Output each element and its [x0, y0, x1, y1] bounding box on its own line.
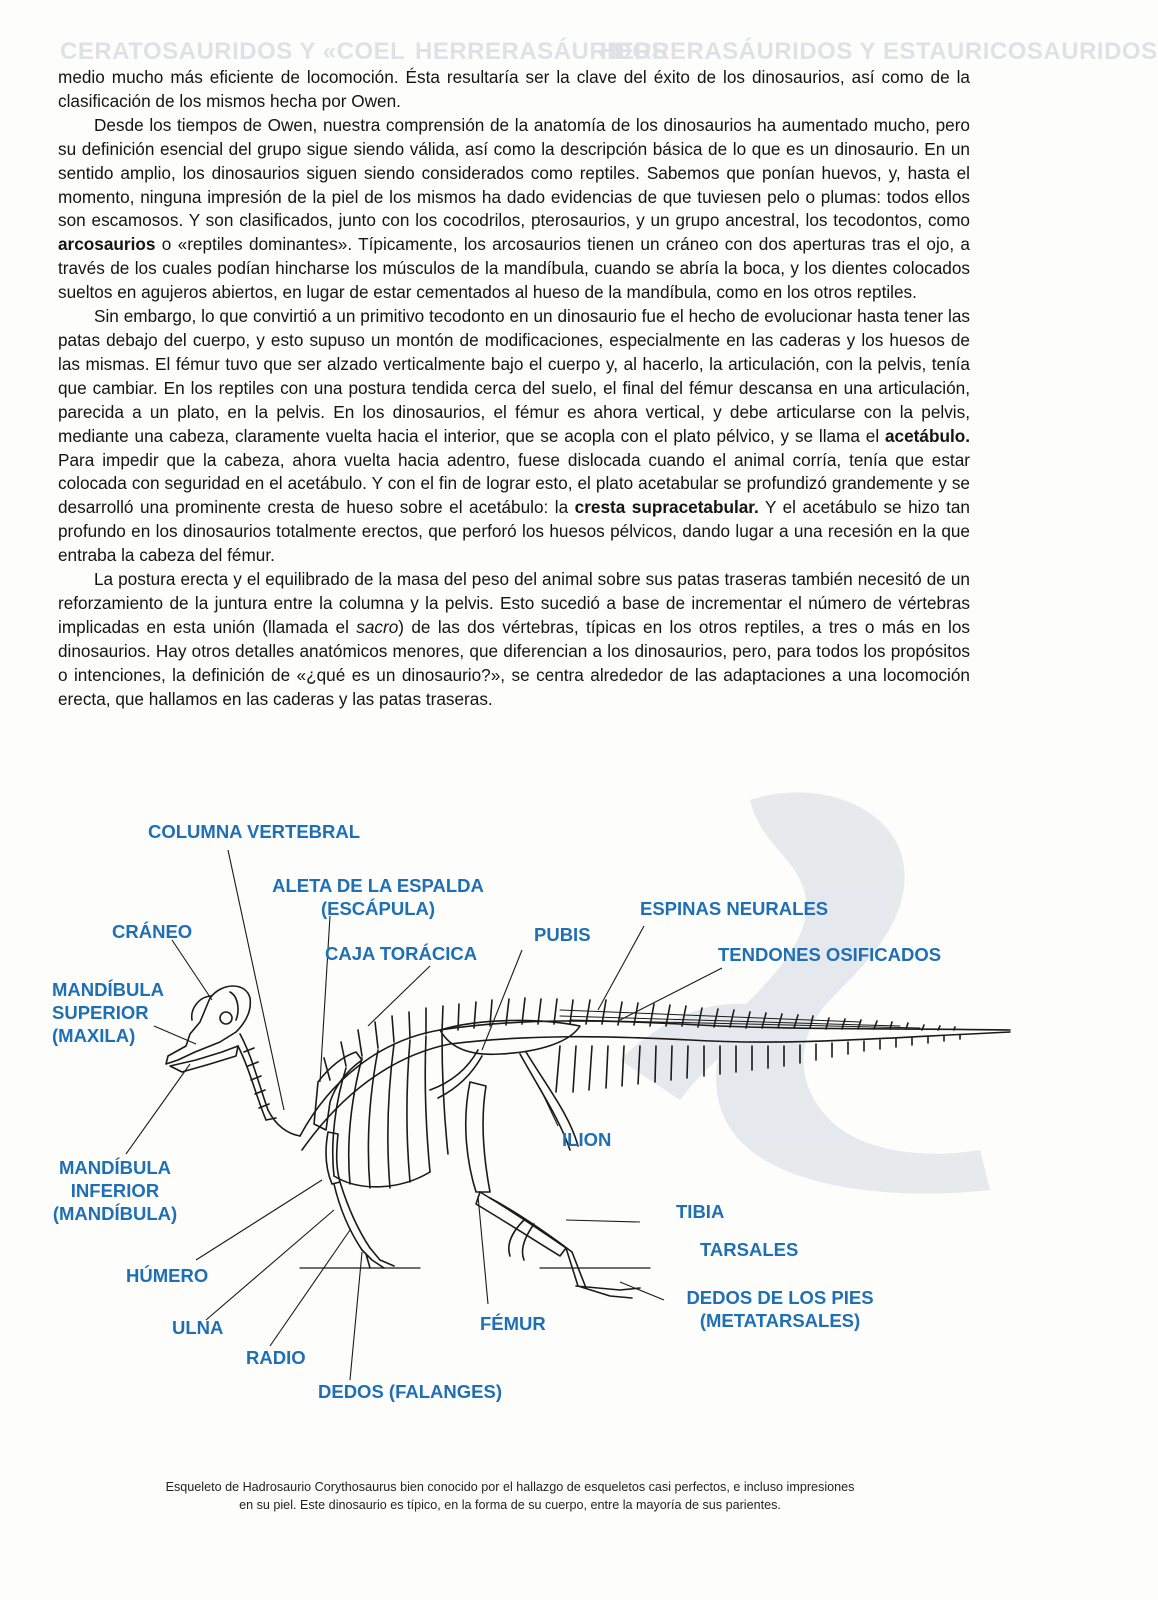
label-maxila-line2: SUPERIOR — [52, 1002, 149, 1023]
leader-caja — [368, 966, 430, 1026]
label-columna-vertebral: COLUMNA VERTEBRAL — [148, 821, 361, 842]
leader-tendones — [620, 968, 722, 1020]
paragraph-4-text-c: ) de las dos vértebras, típicas en los otros reptiles, a tres o más en los dinosaurios. Hay otros detalles anatómicos menores, que diferencian a los dinosaurios, pero, para todos los propósitos o intenciones, la definición de «¿qué es un dinosaurio?», se centra alrededor de las adaptaciones a una locomoción erecta, que hallamos en las caderas y las patas traseras. — [58, 616, 971, 709]
label-espinas-neurales: ESPINAS NEURALES — [640, 898, 829, 919]
pubis — [430, 1050, 482, 1098]
paragraph-4-text-a: La postura erecta y el equilibrado de la masa del peso del animal sobre sus patas traseras también necesitó de un reforzamiento de la juntura entre la columna y la pelvis. Esto sucedió a base de incrementar el número de vértebras implicadas en esta unión (llamada el — [58, 569, 970, 637]
label-ilion: ILION — [562, 1129, 612, 1150]
leader-femur — [478, 1196, 488, 1304]
ghost-header-part1: CERATOSAURIDOS Y «COEL — [60, 38, 406, 65]
femur — [466, 1082, 490, 1192]
ghost-header-part3: HERRERASÁURIDOS Y ESTAURICOSAURIDOS — [600, 38, 1158, 65]
ribcage — [333, 1034, 448, 1188]
paragraph-3 — [58, 305, 970, 568]
label-tarsales: TARSALES — [700, 1239, 799, 1260]
paragraph-4 — [58, 568, 970, 711]
leader-ulna — [206, 1210, 334, 1320]
ghost-header-part2: HERRERASÁURIDOS — [415, 38, 668, 65]
tail-chevrons — [556, 1035, 960, 1092]
ossified-tendons — [560, 1010, 920, 1028]
paragraph-1 — [58, 66, 970, 114]
label-tendones-osificados: TENDONES OSIFICADOS — [718, 944, 942, 965]
label-tibia: TIBIA — [676, 1201, 725, 1222]
label-aleta-line1: ALETA DE LA ESPALDA — [272, 875, 484, 896]
caption-line-1: Esqueleto de Hadrosaurio Corythosaurus bien conocido por el hallazgo de esqueletos casi perfectos, e incluso impresiones — [165, 1480, 855, 1494]
leader-humero — [196, 1180, 322, 1260]
paragraph-2-text-c: o «reptiles dominantes». Típicamente, los arcosaurios tienen un cráneo con dos aperturas tras el ojo, a través de los cuales podían hincharse los músculos de la mandíbula, cuando se abría la boca, y los dientes colocados sueltos en agujeros abiertos, en lugar de estar cementados al hueso de la mandíbula, como en los otros reptiles. — [58, 234, 970, 303]
leader-tibia — [566, 1220, 640, 1222]
paragraph-3-text-e: Y el acetábulo se hizo tan profundo en los dinosaurios totalmente erectos, que perforó los huesos pélvicos, dando lugar a una recesión en la que entraba la cabeza del fémur. — [58, 497, 970, 566]
corythosaurus-skeleton-drawing — [0, 820, 1018, 1440]
term-sacro: sacro — [356, 616, 399, 637]
leader-pubis — [482, 950, 522, 1050]
skull-outline — [166, 986, 250, 1064]
label-femur: FÉMUR — [480, 1313, 546, 1334]
label-craneo: CRÁNEO — [112, 921, 193, 942]
term-arcosaurios: arcosaurios — [58, 234, 156, 255]
caption-line-2: en su piel. Este dinosaurio es típico, en la forma de su cuerpo, entre la mayoría de sus parientes. — [239, 1498, 781, 1512]
paragraph-1-text: medio mucho más eficiente de locomoción. Ésta resultaría ser la clave del éxito de los dinosaurios, así como de la clasificación de los mismos hecha por Owen. — [58, 67, 970, 111]
leader-radio — [270, 1230, 350, 1346]
label-mandibula-line2: INFERIOR — [70, 1180, 160, 1201]
skeleton-figure — [0, 820, 1018, 1440]
paragraph-3-text-c: Para impedir que la cabeza, ahora vuelta hacia adentro, fuese dislocada cuando el animal corría, tenía que estar colocada con seguridad en el acetábulo. Y con el fin de lograr esto, el plato acetabular se profundizó grandemente y se desarrolló una prominente cresta de hueso sobre el acetábulo: la — [58, 449, 970, 518]
label-radio: RADIO — [246, 1347, 306, 1368]
label-aleta-espalda — [252, 874, 504, 920]
radius — [334, 1184, 362, 1250]
article-body — [58, 66, 970, 711]
leader-craneo — [172, 940, 212, 1000]
label-maxila-line3: (MAXILA) — [52, 1025, 136, 1046]
paragraph-2 — [58, 114, 970, 305]
label-aleta-line2: (ESCÁPULA) — [320, 898, 436, 919]
term-cresta-supracetabular: cresta supracetabular. — [574, 497, 759, 518]
label-mandibula-line3: (MANDÍBULA) — [52, 1203, 178, 1224]
hand — [362, 1248, 394, 1268]
leader-ilion — [540, 1088, 558, 1126]
figure-caption — [80, 1478, 940, 1514]
paragraph-3-text-a: Sin embargo, lo que convirtió a un primitivo tecodonto en un dinosaurio fue el hecho de evolucionar hasta tener las patas debajo del cuerpo, y esto supuso un montón de modificaciones, especialmente en las caderas y los huesos de las mismas. El fémur tuvo que ser alzado verticalmente bajo el cuerpo y, al hacerlo, la articulación, con la pelvis, tenía que cambiar. En los reptiles con una postura tendida cerca del suelo, el final del fémur descansa en una articulación, parecida a un plato, en la pelvis. En los dinosaurios, el fémur es ahora vertical, y debe articularse con la pelvis, mediante una cabeza, claramente vuelta hacia el interior, que se acopla con el plato pélvico, y se llama el — [58, 306, 970, 446]
label-dedos-pies-line2: (METATARSALES) — [699, 1310, 861, 1331]
label-caja-toracica: CAJA TORÁCICA — [325, 943, 478, 964]
label-dedos-pies — [674, 1286, 886, 1332]
label-dedos-falanges: DEDOS (FALANGES) — [318, 1381, 502, 1402]
label-pubis: PUBIS — [534, 924, 591, 945]
leader-lines — [126, 850, 725, 1380]
label-ulna: ULNA — [172, 1317, 224, 1338]
label-dedos-pies-line1: DEDOS DE LOS PIES — [686, 1287, 874, 1308]
leader-dedos — [350, 1252, 362, 1380]
leader-escapula — [320, 916, 330, 1082]
paragraph-2-text-a: Desde los tiempos de Owen, nuestra comprensión de la anatomía de los dinosaurios ha aumentado mucho, pero su definición esencial del grupo sigue siendo válida, así como la descripción básica de lo que es un dinosaurio. En un sentido amplio, los dinosaurios siguen siendo considerados como reptiles. Sabemos que ponían huevos, y, hasta el momento, ninguna impresión de la piel de los mismos ha dado evidencias de que tuviesen pelo o plumas: todos ellos son escamosos. Y son clasificados, junto con los cocodrilos, pterosaurios, y un grupo ancestral, los tecodontos, como — [58, 114, 970, 231]
label-mandibula-inferior — [44, 1156, 186, 1225]
label-mandibula-superior — [52, 978, 164, 1047]
label-humero: HÚMERO — [126, 1265, 209, 1286]
label-mandibula-line1: MANDÍBULA — [58, 1157, 171, 1178]
leader-espinas — [598, 926, 644, 1010]
bleed-through-header — [60, 38, 1158, 66]
label-maxila-line1: MANDÍBULA — [52, 979, 165, 1000]
foot-toes — [576, 1286, 640, 1298]
leader-mandibula — [126, 1064, 190, 1154]
term-acetabulo: acetábulo. — [884, 425, 970, 446]
